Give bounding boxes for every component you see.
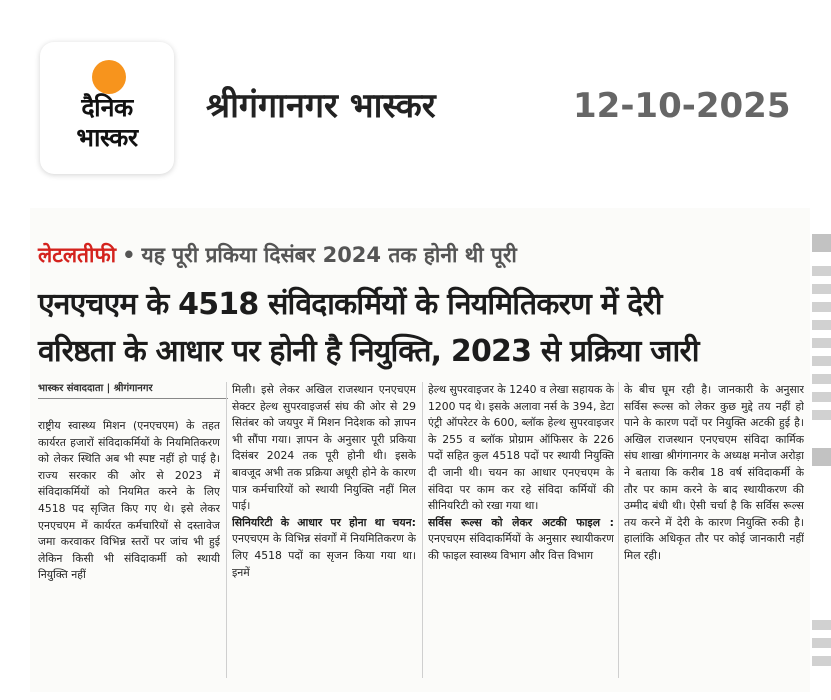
article-column-3 [428, 382, 614, 678]
column-4-text: के बीच घूम रही है। जानकारी के अनुसार सर्विस रूल्स को लेकर कुछ मुद्दे तय नहीं हो पाने के कारण पदों पर नियुक्ति अटकी हुई है। अखिल राजस्थान एनएचएम संविदा कार्मिक संघ शाखा श्रीगंगानगर के अध्यक्ष मनोज अरोड़ा ने बताया कि करीब 18 वर्ष संविदाकर्मी के तौर पर काम करने के बाद स्थायीकरण की उम्मीद बंधी थी। ऐसी चर्चा है कि सर्विस रूल्स तय करने में देरी के कारण नियुक्ति रुकी है। हालांकि अधिकृत तौर पर कोई जानकारी नहीं मिल रही। [624, 383, 804, 562]
byline: भास्कर संवाददाता | श्रीगंगानगर [38, 383, 153, 394]
adjacent-text-fragment [812, 338, 831, 348]
adjacent-article-edge [812, 208, 831, 692]
kicker-separator: • [122, 243, 136, 267]
adjacent-text-fragment [812, 620, 831, 630]
adjacent-text-fragment [812, 266, 831, 276]
article-column-2 [232, 382, 416, 678]
adjacent-text-fragment [812, 638, 831, 648]
column-divider [618, 382, 619, 678]
adjacent-text-fragment [812, 320, 831, 330]
dainik-bhaskar-logo [40, 42, 174, 174]
sun-circle-icon [92, 60, 126, 94]
edition-date: 12-10-2025 [573, 86, 791, 126]
adjacent-text-fragment [812, 374, 831, 384]
column-2-paragraph-1: मिली। इसे लेकर अखिल राजस्थान एनएचएम सेक्टर हेल्थ सुपरवाइजर्स संघ की ओर से 29 सितंबर को जयपुर में मिशन निदेशक को ज्ञापन भी सौंपा गया। ज्ञापन के अनुसार पूरी प्रकिया दिसंबर 2024 तक पूरी होनी थी। इसके बावजूद अभी तक प्रक्रिया अधूरी होने के कारण पात्र कर्मचारियों को स्थायी नियुक्ति नहीं मिल पाई। [232, 383, 416, 513]
logo-text-line2: भास्कर [76, 123, 138, 152]
headline-line-1: एनएचएम के 4518 संविदाकर्मियों के नियमितिकरण में देरी [38, 287, 662, 322]
column-divider [226, 382, 227, 678]
kicker-subtitle: यह पूरी प्रकिया दिसंबर 2024 तक होनी थी पूरी [141, 243, 517, 267]
edition-title: श्रीगंगानगर भास्कर [206, 86, 436, 126]
article-kicker [38, 240, 517, 270]
adjacent-text-fragment [812, 302, 831, 312]
kicker-label: लेटलतीफी [38, 243, 117, 267]
adjacent-text-fragment [812, 392, 831, 402]
column-divider [422, 382, 423, 678]
cut-off-text-strip [400, 208, 810, 220]
logo-text-line1: दैनिक [81, 93, 133, 122]
column-2-paragraph-2: एनएचएम के विभिन्न संवर्गों में नियमितिकरण के लिए 4518 पदों का सृजन किया गया था। इनमें [232, 532, 416, 579]
adjacent-headline-fragment [812, 234, 831, 252]
column-3-paragraph-2: एनएचएम संविदाकर्मियों के अनुसार स्थायीकरण की फाइल स्वास्थ्य विभाग और वित्त विभाग [428, 532, 614, 562]
adjacent-headline-fragment [812, 448, 831, 466]
article-column-4 [624, 382, 804, 678]
adjacent-text-fragment [812, 410, 831, 420]
column-3-subhead: सर्विस रूल्स को लेकर अटकी फाइल : [428, 515, 614, 529]
column-3-paragraph-1: हेल्थ सुपरवाइजर के 1240 व लेखा सहायक के 1200 पद थे। इसके अलावा नर्स के 394, डेटा एंट्री ऑपरेटर के 600, ब्लॉक हेल्थ सुपरवाइजर के 255 व ब्लॉक प्रोग्राम ऑफिसर के 226 पदों सहित कुल 4518 पदों पर स्थायी नियुक्ति दी जानी थी। चयन का आधार एनएचएम के संविदा पर काम कर रहे संविदा कर्मियों की सीनियरिटी को रखा गया था। [428, 383, 614, 513]
column-1-text: राष्ट्रीय स्वास्थ्य मिशन (एनएचएम) के तहत कार्यरत हजारों संविदाकर्मियों के नियमितिकरण को लेकर स्थिति अब भी स्पष्ट नहीं हो पाई है। राज्य सरकार की ओर से 2023 में संविदाकर्मियों को नियमित करने के लिए 4518 पद सृजित किए गए थे। इसे लेकर एनएचएम में कार्यरत कर्मचारियों से दस्तावेज जमा करवाकर विभिन्न स्तरों पर जांच भी हुई लेकिन किसी भी संविदाकर्मी को स्थायी नियुक्ति नहीं [38, 419, 220, 582]
adjacent-text-fragment [812, 284, 831, 294]
article-column-1 [38, 418, 220, 678]
byline-divider [38, 398, 228, 399]
column-2-subhead: सिनियरिटी के आधार पर होना था चयन: [232, 515, 416, 529]
adjacent-text-fragment [812, 656, 831, 666]
headline-line-2: वरिष्ठता के आधार पर होनी है नियुक्ति, 2023 से प्रक्रिया जारी [38, 334, 699, 369]
adjacent-text-fragment [812, 356, 831, 366]
